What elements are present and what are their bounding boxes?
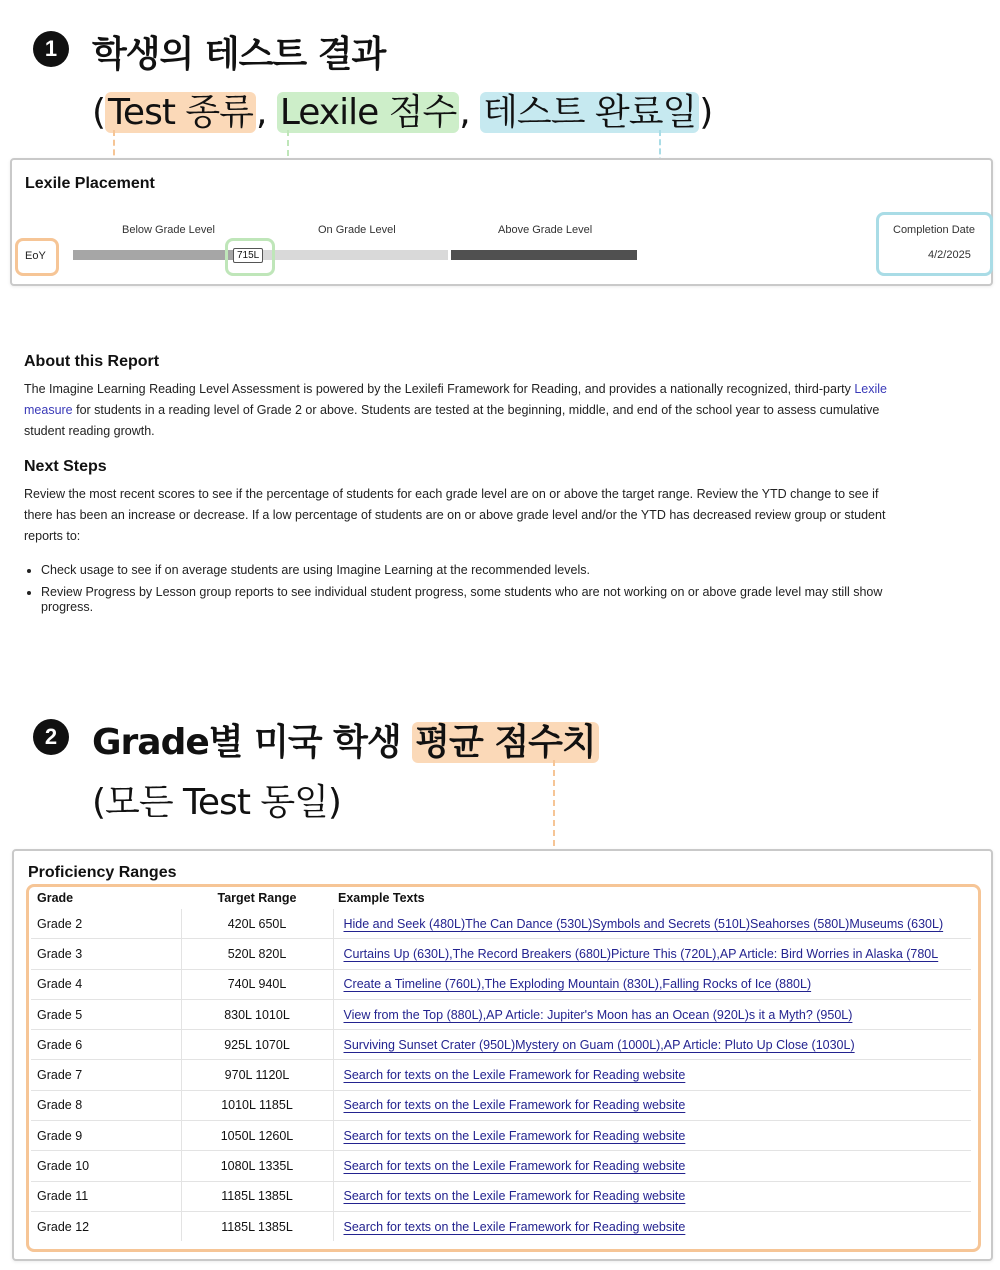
example-texts-link[interactable]: Search for texts on the Lexile Framework for Reading website <box>343 1189 686 1204</box>
completion-label: Completion Date <box>893 224 975 236</box>
example-texts-link[interactable]: View from the Top (880L),AP Article: Jupiter's Moon has an Ocean (920L)s it a Myth? (950L) <box>343 1007 853 1022</box>
completion-date: 4/2/2025 <box>928 249 971 261</box>
list-item: • Review Progress by Lesson group reports to see individual student progress, some students who are not working on or above grade level may still show progress. <box>41 585 911 615</box>
example-texts-link[interactable]: Search for texts on the Lexile Framework for Reading website <box>343 1098 686 1113</box>
section-2-badge: 2 <box>33 719 69 755</box>
table-row: Grade 10 1080L 1335L Search for texts on the Lexile Framework for Reading website <box>31 1151 971 1181</box>
on-grade-label: On Grade Level <box>318 224 396 236</box>
on-grade-bar <box>256 250 448 260</box>
table-row: Grade 4 740L 940L Create a Timeline (760L),The Exploding Mountain (830L),Falling Rocks of Ice (880L) <box>31 969 971 999</box>
completion-date-highlight: 테스트 완료일 <box>480 92 699 133</box>
proficiency-title: Proficiency Ranges <box>28 864 177 881</box>
example-texts-column-header: Example Texts <box>338 891 425 905</box>
table-row: Grade 3 520L 820L Curtains Up (630L),The Record Breakers (680L)Picture This (720L),AP Article: Bird Worries in Alaska (780L <box>31 939 971 969</box>
example-texts-link[interactable]: Search for texts on the Lexile Framework for Reading website <box>343 1128 686 1143</box>
below-grade-label: Below Grade Level <box>122 224 215 236</box>
table-row: Grade 12 1185L 1385L Search for texts on the Lexile Framework for Reading website <box>31 1211 971 1241</box>
table-row: Grade 11 1185L 1385L Search for texts on the Lexile Framework for Reading website <box>31 1181 971 1211</box>
section-2-subtitle: (모든 Test 동일) <box>92 782 341 823</box>
about-report-heading: About this Report <box>24 353 160 370</box>
lexile-score-highlight: Lexile 점수 <box>277 92 459 133</box>
target-range-column-header: Target Range <box>217 891 297 905</box>
example-texts-link[interactable]: Search for texts on the Lexile Framework for Reading website <box>343 1068 686 1083</box>
grade-column-header: Grade <box>37 891 74 905</box>
example-texts-link[interactable]: Create a Timeline (760L),The Exploding Mountain (830L),Falling Rocks of Ice (880L) <box>343 977 812 992</box>
table-row: Grade 9 1050L 1260L Search for texts on the Lexile Framework for Reading website <box>31 1121 971 1151</box>
period-label: EoY <box>25 250 46 262</box>
example-texts-link[interactable]: Hide and Seek (480L)The Can Dance (530L)Symbols and Secrets (510L)Seahorses (580L)Museums (630L) <box>343 916 944 931</box>
proficiency-table <box>31 887 971 1241</box>
score-marker: 715L <box>233 248 263 263</box>
completion-ring <box>876 212 993 276</box>
list-item: • Check usage to see if on average students are using Imagine Learning at the recommended levels. <box>41 563 911 578</box>
section-2-title: Grade별 미국 학생 평균 점수치 <box>92 714 599 765</box>
about-report-text: The Imagine Learning Reading Level Assessment is powered by the Lexilefi Framework for Reading, and provides a nationally recognized, third-party Lexile measure for students in a reading level of Grade 2 or above. Students are tested at the beginning, middle, and end of the school year to assess cumulative student reading growth. <box>24 382 887 438</box>
next-steps-heading: Next Steps <box>24 458 107 475</box>
table-row: Grade 6 925L 1070L Surviving Sunset Crater (950L)Mystery on Guam (1000L),AP Article: Pluto Up Close (1030L) <box>31 1030 971 1060</box>
lexile-measure-link[interactable]: Lexile measure <box>24 382 887 417</box>
proficiency-table-wrap <box>31 887 971 1241</box>
above-grade-bar <box>451 250 637 260</box>
table-row: Grade 5 830L 1010L View from the Top (880L),AP Article: Jupiter's Moon has an Ocean (920L)s it a Myth? (950L) <box>31 999 971 1029</box>
table-row: Grade 2 420L 650L Hide and Seek (480L)The Can Dance (530L)Symbols and Secrets (510L)Seahorses (580L)Museums (630L) <box>31 909 971 939</box>
table-row: Grade 7 970L 1120L Search for texts on the Lexile Framework for Reading website <box>31 1060 971 1090</box>
lexile-placement-card <box>10 158 993 286</box>
table-header-row <box>31 887 971 909</box>
example-texts-link[interactable]: Search for texts on the Lexile Framework for Reading website <box>343 1159 686 1174</box>
next-steps-list <box>24 563 911 622</box>
table-row: Grade 8 1010L 1185L Search for texts on the Lexile Framework for Reading website <box>31 1090 971 1120</box>
example-texts-link[interactable]: Search for texts on the Lexile Framework for Reading website <box>343 1219 686 1234</box>
example-texts-link[interactable]: Surviving Sunset Crater (950L)Mystery on Guam (1000L),AP Article: Pluto Up Close (1030L) <box>343 1037 855 1052</box>
lexile-placement-title: Lexile Placement <box>25 175 155 192</box>
next-steps-text: Review the most recent scores to see if the percentage of students for each grade level are on or above the target range. Review the YTD change to see if there has been an increase or decrease. If a low percentage of students are on or above grade level and/or the YTD has decreased review group or student reports to: <box>24 487 886 543</box>
example-texts-link[interactable]: Curtains Up (630L),The Record Breakers (680L)Picture This (720L),AP Article: Bird Worries in Alaska (780L <box>343 946 939 961</box>
section-1-badge: 1 <box>33 31 69 67</box>
test-type-highlight: Test 종류 <box>105 92 256 133</box>
section-1-title: 학생의 테스트 결과 <box>92 34 386 75</box>
above-grade-label: Above Grade Level <box>498 224 593 236</box>
average-score-highlight: 평균 점수치 <box>412 722 598 763</box>
section-1-subtitle: (Test 종류, Lexile 점수, 테스트 완료일) <box>92 92 713 133</box>
